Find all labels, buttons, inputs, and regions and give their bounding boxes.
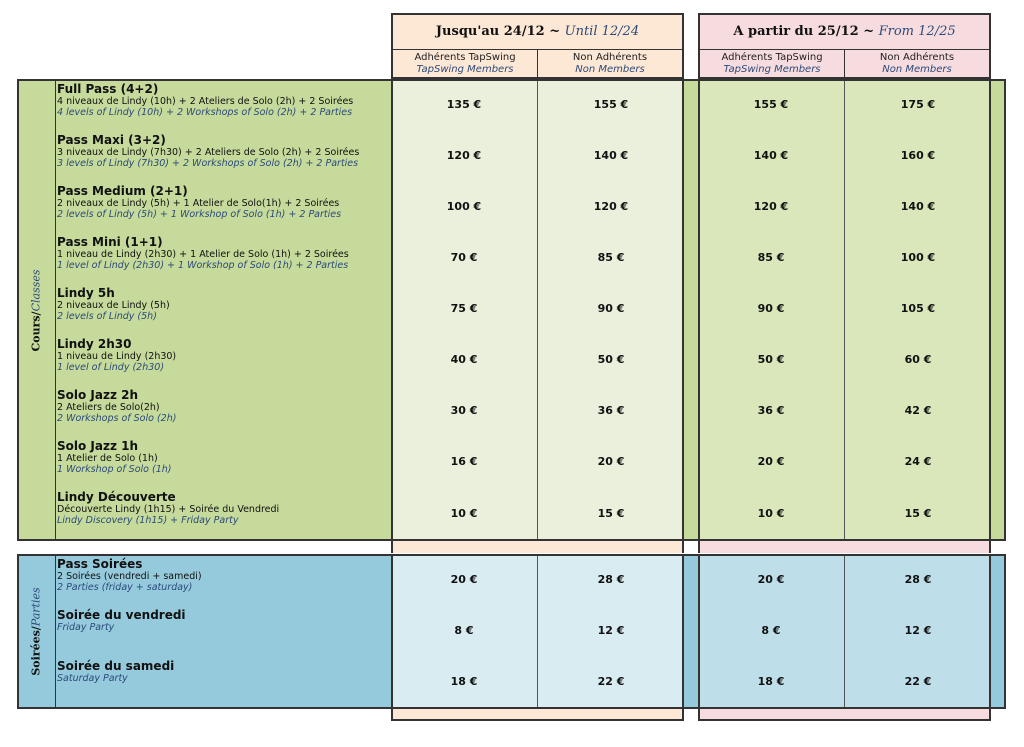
party-title: Soirée du vendredi xyxy=(57,608,186,622)
price-cell: 12 € xyxy=(597,624,625,637)
price-cell: 22 € xyxy=(904,675,932,688)
pass-row xyxy=(57,83,390,118)
pass-title: Lindy 5h xyxy=(57,286,115,300)
price-cell: 160 € xyxy=(900,149,936,162)
price-cell: 30 € xyxy=(450,404,478,417)
nonmembers-label-fr: Non Adhérents xyxy=(879,52,955,63)
price-cell: 40 € xyxy=(450,353,478,366)
price-cell: 15 € xyxy=(904,507,932,520)
price-cell: 60 € xyxy=(904,353,932,366)
nonmembers-label-fr: Non Adhérents xyxy=(572,52,648,63)
price-cell: 10 € xyxy=(450,507,478,520)
price-cell: 18 € xyxy=(757,675,785,688)
pass-desc-en: 4 levels of Lindy (10h) + 2 Workshops of Solo (2h) + 2 Parties xyxy=(57,107,353,118)
pass-desc-en: Lindy Discovery (1h15) + Friday Party xyxy=(57,515,239,526)
pass-title: Pass Mini (1+1) xyxy=(57,235,163,249)
price-cell: 20 € xyxy=(597,455,625,468)
members-label-fr: Adhérents TapSwing xyxy=(414,52,516,63)
price-cell: 85 € xyxy=(597,251,625,264)
pass-desc-en: 2 levels of Lindy (5h) xyxy=(57,311,157,322)
pass-title: Lindy 2h30 xyxy=(57,337,132,351)
price-cell: 28 € xyxy=(597,573,625,586)
pass-desc-fr: 1 Atelier de Solo (1h) xyxy=(57,453,158,464)
pass-title: Pass Medium (2+1) xyxy=(57,184,188,198)
price-cell: 140 € xyxy=(753,149,789,162)
period-b-title-fr: A partir du 25/12 ~ xyxy=(733,24,879,39)
pass-desc-en: 1 level of Lindy (2h30) + 1 Workshop of Solo (1h) + 2 Parties xyxy=(57,260,349,271)
price-cell: 12 € xyxy=(904,624,932,637)
pass-desc-en: 1 level of Lindy (2h30) xyxy=(57,362,165,373)
party-desc-fr: 2 Soirées (vendredi + samedi) xyxy=(57,571,202,582)
pass-row xyxy=(57,491,390,526)
period-a-members-header xyxy=(393,49,537,76)
party-row xyxy=(57,609,390,633)
party-title: Soirée du samedi xyxy=(57,659,175,673)
members-label-fr: Adhérents TapSwing xyxy=(721,52,823,63)
price-cell: 100 € xyxy=(446,200,482,213)
price-cell: 50 € xyxy=(757,353,785,366)
pass-desc-en: 2 Workshops of Solo (2h) xyxy=(57,413,177,424)
price-cell: 75 € xyxy=(450,302,478,315)
period-a-title xyxy=(393,15,682,49)
price-cell: 36 € xyxy=(597,404,625,417)
price-cell: 10 € xyxy=(757,507,785,520)
pass-desc-fr: Découverte Lindy (1h15) + Soirée du Vendredi xyxy=(57,504,280,515)
period-b-members-header xyxy=(700,49,844,76)
party-row xyxy=(57,558,390,593)
pass-desc-fr: 2 niveaux de Lindy (5h) + 1 Atelier de Solo(1h) + 2 Soirées xyxy=(57,198,340,209)
classes-label-fr: Cours/ xyxy=(30,310,44,352)
pass-row xyxy=(57,389,390,424)
pass-desc-fr: 1 niveau de Lindy (2h30) xyxy=(57,351,177,362)
price-cell: 20 € xyxy=(450,573,478,586)
pass-row xyxy=(57,338,390,373)
period-b-header xyxy=(698,13,991,79)
pass-desc-fr: 2 Ateliers de Solo(2h) xyxy=(57,402,160,413)
nonmembers-label-en: Non Members xyxy=(575,64,645,75)
bottom-band-b xyxy=(698,709,991,721)
pass-row xyxy=(57,236,390,271)
party-row xyxy=(57,660,390,684)
period-b-nonmembers-header xyxy=(845,49,989,76)
price-cell: 90 € xyxy=(757,302,785,315)
parties-label-en: Parties xyxy=(30,587,44,627)
pass-desc-fr: 4 niveaux de Lindy (10h) + 2 Ateliers de Solo (2h) + 2 Soirées xyxy=(57,96,354,107)
period-b-title-en: From 12/25 xyxy=(878,24,956,39)
members-label-en: TapSwing Members xyxy=(723,64,821,75)
pass-title: Solo Jazz 2h xyxy=(57,388,139,402)
price-cell: 20 € xyxy=(757,573,785,586)
period-a-title-en: Until 12/24 xyxy=(564,24,640,39)
parties-label-fr: Soirées/ xyxy=(30,626,44,676)
price-cell: 22 € xyxy=(597,675,625,688)
party-desc-en: Saturday Party xyxy=(57,673,128,684)
price-cell: 50 € xyxy=(597,353,625,366)
period-a-title-fr: Jusqu'au 24/12 ~ xyxy=(435,24,565,39)
price-cell: 120 € xyxy=(446,149,482,162)
party-desc-en: Friday Party xyxy=(57,622,115,633)
parties-section-label xyxy=(30,587,43,675)
pass-desc-fr: 2 niveaux de Lindy (5h) xyxy=(57,300,170,311)
pass-desc-fr: 1 niveau de Lindy (2h30) + 1 Atelier de Solo (1h) + 2 Soirées xyxy=(57,249,349,260)
price-cell: 42 € xyxy=(904,404,932,417)
price-cell: 15 € xyxy=(597,507,625,520)
price-cell: 175 € xyxy=(900,98,936,111)
period-a-header xyxy=(391,13,684,79)
pass-row xyxy=(57,440,390,475)
gap-band-b xyxy=(698,541,991,553)
price-cell: 20 € xyxy=(757,455,785,468)
price-cell: 140 € xyxy=(593,149,629,162)
party-title: Pass Soirées xyxy=(57,557,143,571)
pass-title: Lindy Découverte xyxy=(57,490,176,504)
price-cell: 120 € xyxy=(753,200,789,213)
party-desc-en: 2 Parties (friday + saturday) xyxy=(57,582,193,593)
pass-desc-en: 3 levels of Lindy (7h30) + 2 Workshops of Solo (2h) + 2 Parties xyxy=(57,158,359,169)
nonmembers-label-en: Non Members xyxy=(882,64,952,75)
price-cell: 155 € xyxy=(753,98,789,111)
pass-row xyxy=(57,287,390,322)
price-cell: 90 € xyxy=(597,302,625,315)
price-cell: 100 € xyxy=(900,251,936,264)
pass-desc-fr: 3 niveaux de Lindy (7h30) + 2 Ateliers de Solo (2h) + 2 Soirées xyxy=(57,147,360,158)
period-b-title xyxy=(700,15,989,49)
classes-section-label xyxy=(30,269,43,351)
pass-desc-en: 1 Workshop of Solo (1h) xyxy=(57,464,172,475)
bottom-band-a xyxy=(391,709,684,721)
price-cell: 140 € xyxy=(900,200,936,213)
pass-row xyxy=(57,185,390,220)
price-cell: 85 € xyxy=(757,251,785,264)
price-cell: 8 € xyxy=(761,624,781,637)
period-a-nonmembers-header xyxy=(538,49,682,76)
pass-title: Full Pass (4+2) xyxy=(57,82,159,96)
price-cell: 16 € xyxy=(450,455,478,468)
price-cell: 18 € xyxy=(450,675,478,688)
gap-band-a xyxy=(391,541,684,553)
price-cell: 105 € xyxy=(900,302,936,315)
price-cell: 155 € xyxy=(593,98,629,111)
pass-title: Pass Maxi (3+2) xyxy=(57,133,166,147)
pass-desc-en: 2 levels of Lindy (5h) + 1 Workshop of Solo (1h) + 2 Parties xyxy=(57,209,342,220)
price-cell: 70 € xyxy=(450,251,478,264)
classes-label-en: Classes xyxy=(30,268,44,311)
price-cell: 36 € xyxy=(757,404,785,417)
price-cell: 135 € xyxy=(446,98,482,111)
price-cell: 28 € xyxy=(904,573,932,586)
members-label-en: TapSwing Members xyxy=(416,64,514,75)
pass-row xyxy=(57,134,390,169)
price-cell: 24 € xyxy=(904,455,932,468)
price-cell: 120 € xyxy=(593,200,629,213)
price-cell: 8 € xyxy=(454,624,474,637)
pass-title: Solo Jazz 1h xyxy=(57,439,139,453)
